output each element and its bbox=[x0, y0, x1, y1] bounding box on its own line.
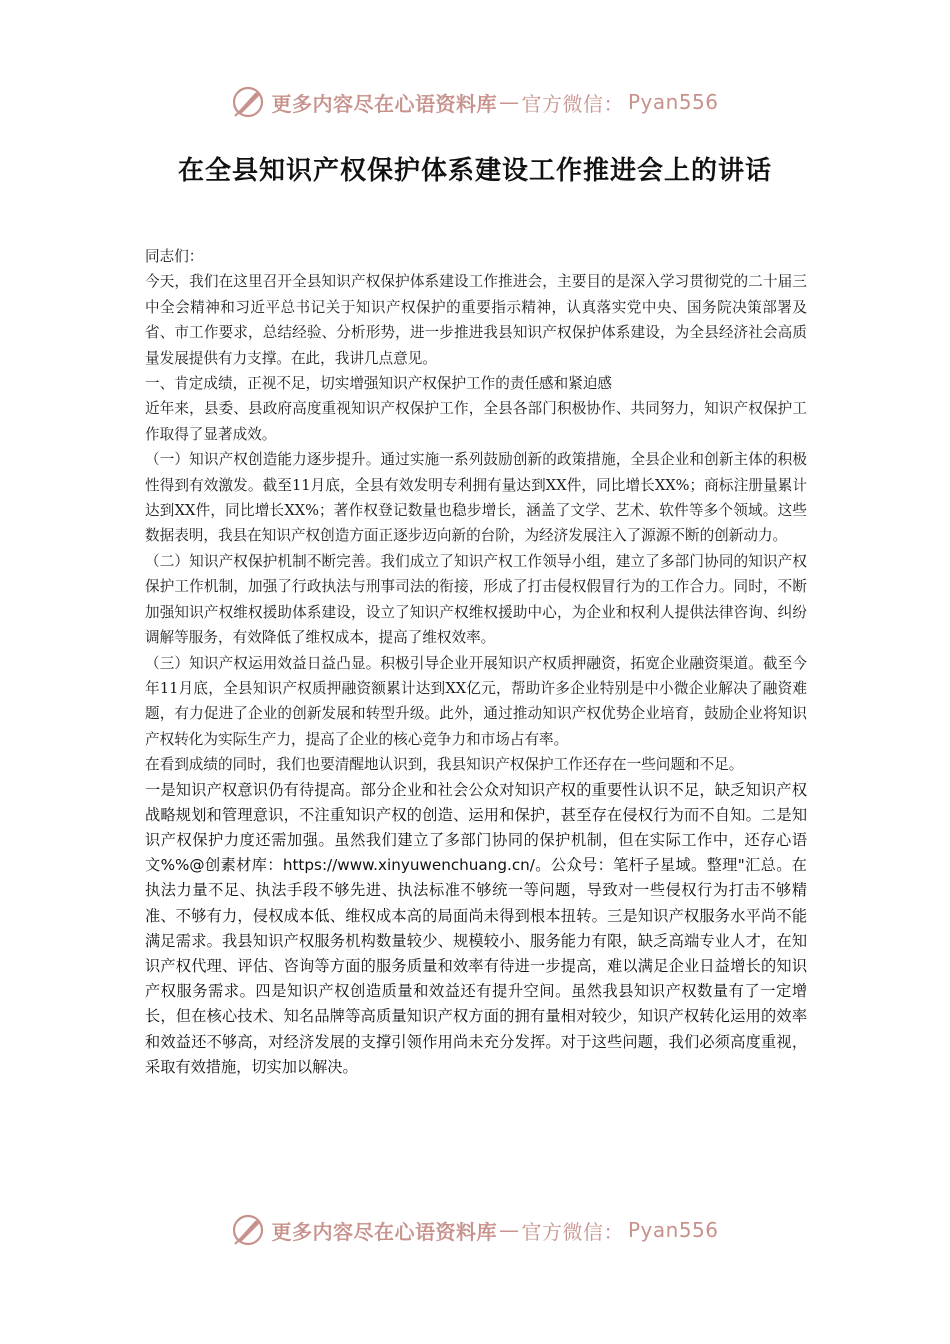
section-heading-1: 一、肯定成绩，正视不足，切实增强知识产权保护工作的责任感和紧迫感 bbox=[145, 375, 613, 393]
quill-logo-icon bbox=[231, 85, 265, 119]
banner-sub-text: 官方微信： bbox=[521, 91, 624, 116]
document-body bbox=[145, 244, 807, 1080]
paragraph-intro: 今天，我们在这里召开全县知识产权保护体系建设工作推进会，主要目的是深入学习贯彻党的二十届三中全会精神和习近平总书记关于知识产权保护的重要指示精神，认真落实党中央、国务院决策部署及省、市工作要求，总结经验、分析形势，进一步推进我县知识产权保护体系建设，为全县经济社会高质量发展提供有力支撑。在此，我讲几点意见。 bbox=[145, 273, 807, 367]
paragraph-problems: 一是知识产权意识仍有待提高。部分企业和社会公众对知识产权的重要性认识不足，缺乏知识产权战略规划和管理意识，不注重知识产权的创造、运用和保护，甚至存在侵权行为而不自知。二是知识产权保护力度还需加强。虽然我们建立了多部门协同的保护机制，但在实际工作中，还存心语文%%@创素材库：https://www.xinyuwenchuang.cn/。公众号：笔杆子星域。整理"汇总。在执法力量不足、执法手段不够先进、执法标准不够统一等问题，导致对一些侵权行为打击不够精准、不够有力，侵权成本低、维权成本高的局面尚未得到根本扭转。三是知识产权服务水平尚不能满足需求。我县知识产权服务机构数量较少、规模较小、服务能力有限，缺乏高端专业人才，在知识产权代理、评估、咨询等方面的服务质量和效率有待进一步提高，难以满足企业日益增长的知识产权服务需求。四是知识产权创造质量和效益还有提升空间。虽然我县知识产权数量有了一定增长，但在核心技术、知名品牌等高质量知识产权方面的拥有量相对较少，知识产权转化运用的效率和效益还不够高，对经济发展的支撑引领作用尚未充分发挥。对于这些问题，我们必须高度重视，采取有效措施，切实加以解决。 bbox=[145, 780, 807, 1076]
banner-wechat-id: Pyan556 bbox=[627, 90, 719, 114]
paragraph-transition: 在看到成绩的同时，我们也要清醒地认识到，我县知识产权保护工作还存在一些问题和不足。 bbox=[145, 756, 744, 774]
paragraph-point-2: （二）知识产权保护机制不断完善。我们成立了知识产权工作领导小组，建立了多部门协同的知识产权保护工作机制，加强了行政执法与刑事司法的衔接，形成了打击侵权假冒行为的工作合力。同时，不断加强知识产权维权援助体系建设，设立了知识产权维权援助中心，为企业和权利人提供法律咨询、纠纷调解等服务，有效降低了维权成本，提高了维权效率。 bbox=[145, 552, 807, 647]
footer-watermark-banner bbox=[0, 1210, 950, 1250]
banner-main-text: 更多内容尽在心语资料库 bbox=[271, 91, 497, 116]
quill-logo-icon bbox=[231, 1213, 265, 1247]
salutation: 同志们： bbox=[145, 248, 204, 265]
paragraph-point-3: （三）知识产权运用效益日益凸显。积极引导企业开展知识产权质押融资，拓宽企业融资渠道。截至今年11月底，全县知识产权质押融资额累计达到XX亿元，帮助许多企业特别是中小微企业解决了融资难题，有力促进了企业的创新发展和转型升级。此外，通过推动知识产权优势企业培育，鼓励企业将知识产权转化为实际生产力，提高了企业的核心竞争力和市场占有率。 bbox=[145, 654, 807, 748]
paragraph-point-1: （一）知识产权创造能力逐步提升。通过实施一系列鼓励创新的政策措施，全县企业和创新主体的积极性得到有效激发。截至11月底，全县有效发明专利拥有量达到XX件，同比增长XX%；商标注册量累计达到XX件，同比增长XX%；著作权登记数量也稳步增长，涵盖了文学、艺术、软件等多个领域。这些数据表明，我县在知识产权创造方面正逐步迈向新的台阶，为经济发展注入了源源不断的创新动力。 bbox=[145, 451, 807, 545]
document-title: 在全县知识产权保护体系建设工作推进会上的讲话 bbox=[177, 156, 772, 186]
banner-dash: — bbox=[498, 90, 520, 114]
banner-main-text: 更多内容尽在心语资料库 bbox=[271, 1219, 497, 1244]
banner-wechat-id: Pyan556 bbox=[627, 1218, 719, 1242]
banner-dash: — bbox=[498, 1218, 520, 1242]
header-watermark-banner bbox=[0, 82, 950, 122]
banner-sub-text: 官方微信： bbox=[521, 1219, 624, 1244]
paragraph-overview: 近年来，县委、县政府高度重视知识产权保护工作，全县各部门积极协作、共同努力，知识产权保护工作取得了显著成效。 bbox=[145, 400, 807, 443]
